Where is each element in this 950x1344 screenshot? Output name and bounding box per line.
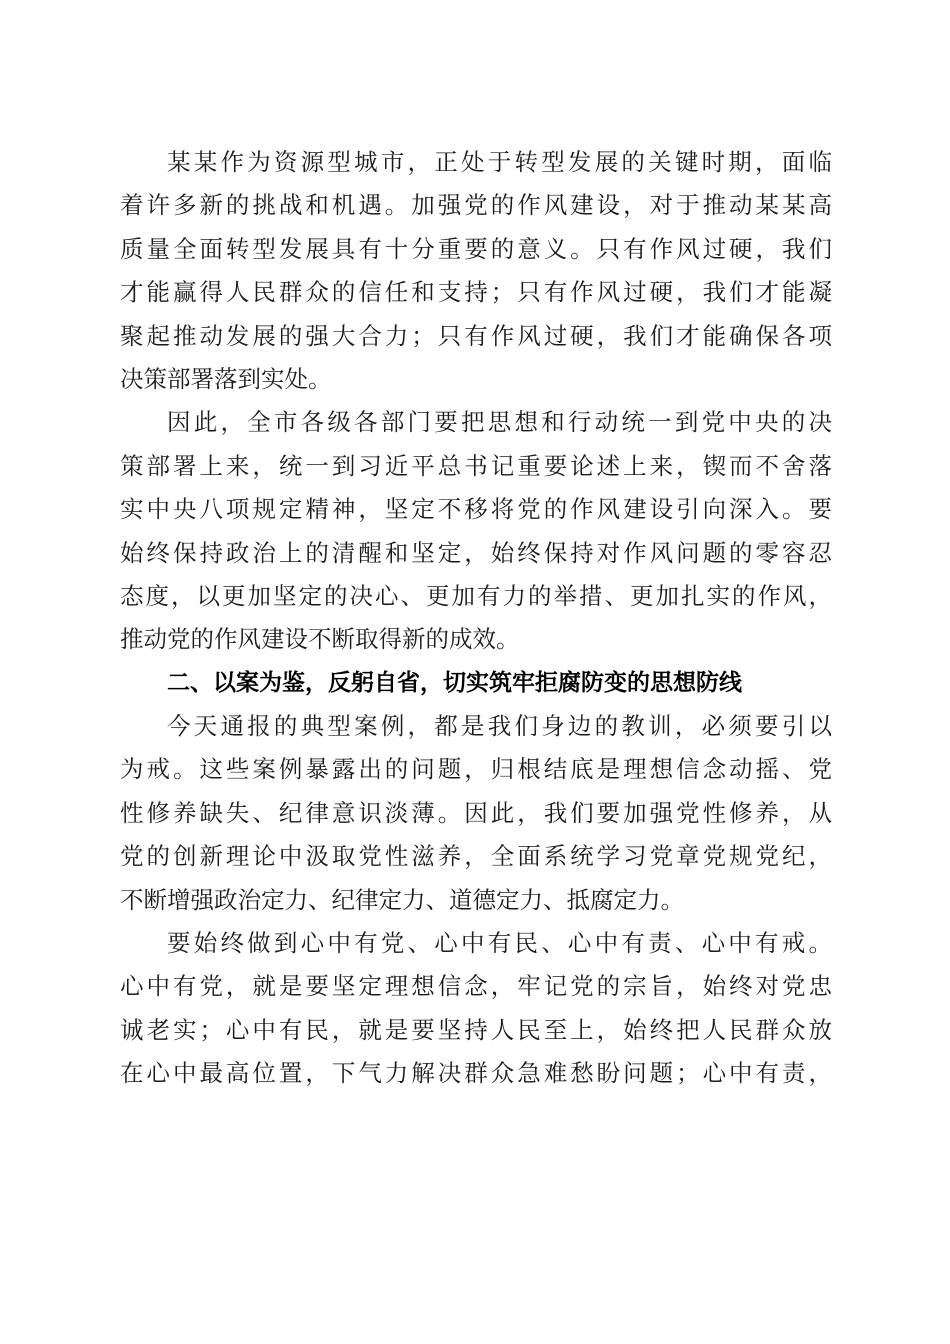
section-heading [120,662,832,705]
text-line: 在心中最高位置，下气力解决群众急难愁盼问题；心中有责， [120,1059,832,1088]
text-line: 心中有党，就是要坚定理想信念，牢记党的宗旨，始终对党忠 [120,972,832,1001]
text-line: 质量全面转型发展具有十分重要的意义。只有作风过硬，我们 [120,234,832,263]
text-line: 不断增强政治定力、纪律定力、道德定力、抵腐定力。 [120,885,684,914]
text-line: 党的创新理论中汲取党性滋养，全面系统学习党章党规党纪， [120,842,832,871]
text-line: 聚起推动发展的强大合力；只有作风过硬，我们才能确保各项 [120,321,832,350]
text-line: 策部署上来，统一到习近平总书记重要论述上来，锲而不舍落 [120,451,832,480]
text-line: 推动党的作风建设不断取得新的成效。 [120,625,520,654]
text-line: 才能赢得人民群众的信任和支持；只有作风过硬，我们才能凝 [120,278,832,307]
text-line: 着许多新的挑战和机遇。加强党的作风建设，对于推动某某高 [120,191,832,220]
paragraph-3 [120,705,832,922]
text-line: 今天通报的典型案例，都是我们身边的教训，必须要引以 [167,712,832,741]
text-line: 始终保持政治上的清醒和坚定，始终保持对作风问题的零容忍 [120,538,832,567]
text-line: 决策部署落到实处。 [120,364,332,393]
text-line: 要始终做到心中有党、心中有民、心中有责、心中有戒。 [167,929,832,958]
text-line: 因此，全市各级各部门要把思想和行动统一到党中央的决 [167,408,832,437]
text-line: 态度，以更加坚定的决心、更加有力的举措、更加扎实的作风， [120,581,832,610]
text-line: 为戒。这些案例暴露出的问题，归根结底是理想信念动摇、党 [120,755,832,784]
text-line: 诚老实；心中有民，就是要坚持人民至上，始终把人民群众放 [120,1015,832,1044]
paragraph-1 [120,141,832,401]
document-body [120,141,832,1096]
text-line: 实中央八项规定精神，坚定不移将党的作风建设引向深入。要 [120,495,832,524]
paragraph-2 [120,401,832,661]
section-heading-text: 二、以案为鉴，反躬自省，切实筑牢拒腐防变的思想防线 [167,669,742,696]
text-line: 性修养缺失、纪律意识淡薄。因此，我们要加强党性修养，从 [120,798,832,827]
text-line: 某某作为资源型城市，正处于转型发展的关键时期，面临 [167,148,832,176]
paragraph-4 [120,922,832,1096]
